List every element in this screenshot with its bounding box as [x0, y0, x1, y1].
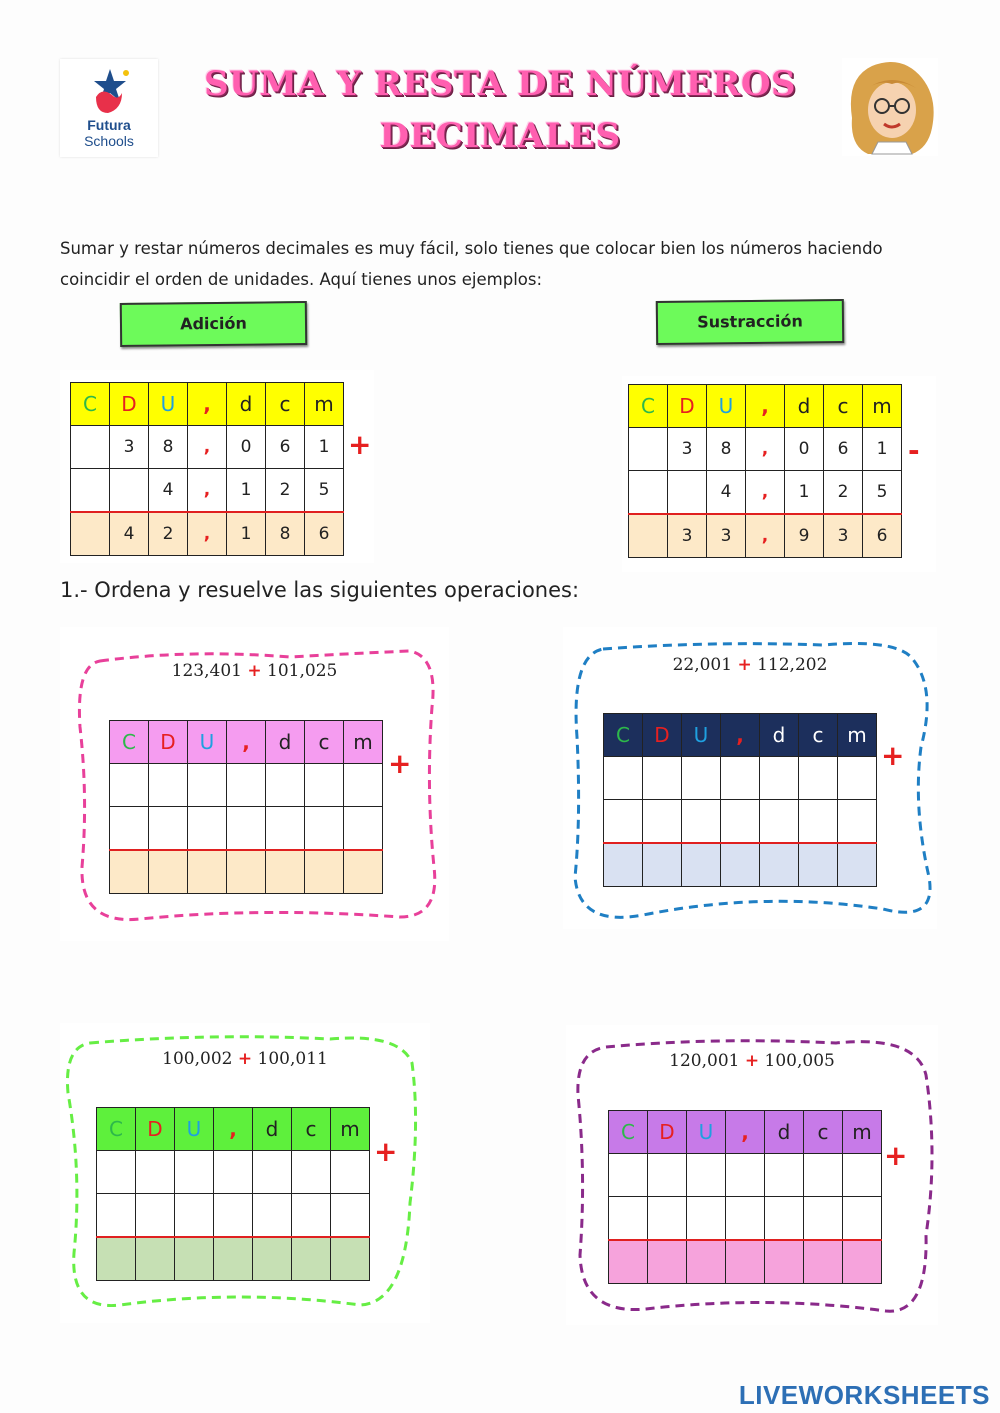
subtraction-label: Sustracción [656, 299, 844, 345]
exercise-1-cell[interactable] [344, 764, 383, 807]
exercise-3-cell[interactable] [97, 1194, 136, 1238]
exercise-2-result-cell[interactable] [838, 843, 877, 887]
example-add-result-cell: 2 [149, 512, 188, 556]
example-add-cell: 3 [110, 426, 149, 469]
exercise-4-operand-a: 120,001 [669, 1051, 740, 1071]
example-add-header-cell: C [71, 383, 110, 426]
exercise-3-header-cell: m [331, 1108, 370, 1151]
example-sub-result-cell: , [746, 514, 785, 558]
exercise-4-result-cell[interactable] [648, 1240, 687, 1284]
example-add-result-cell: 8 [266, 512, 305, 556]
example-sub-cell [629, 471, 668, 515]
exercise-1-cell[interactable] [227, 807, 266, 851]
exercise-3-cell[interactable] [292, 1194, 331, 1238]
exercise-4-cell[interactable] [726, 1154, 765, 1197]
example-sub-result-cell: 6 [863, 514, 902, 558]
exercise-title: 1.- Ordena y resuelve las siguientes operaciones: [60, 578, 580, 602]
exercise-2-header-cell: d [760, 714, 799, 757]
exercise-2-cell[interactable] [643, 800, 682, 844]
exercise-1-operand-a: 123,401 [171, 661, 242, 681]
exercise-3-result-cell[interactable] [214, 1237, 253, 1281]
exercise-4-result-cell[interactable] [765, 1240, 804, 1284]
exercise-2-header-cell: U [682, 714, 721, 757]
exercise-2-problem [563, 655, 937, 675]
exercise-3-cell[interactable] [175, 1151, 214, 1194]
example-sub-cell: 0 [785, 428, 824, 471]
example-add-header-cell: D [110, 383, 149, 426]
exercise-3-cell[interactable] [331, 1194, 370, 1238]
exercise-1-cell[interactable] [305, 764, 344, 807]
exercise-2-header-cell: , [721, 714, 760, 757]
logo-line1: Futura [87, 117, 131, 133]
exercise-2-result-cell[interactable] [682, 843, 721, 887]
example-sub-cell [668, 471, 707, 515]
example-add-header-cell: m [305, 383, 344, 426]
exercise-1-cell[interactable] [110, 807, 149, 851]
exercise-3-cell[interactable] [214, 1151, 253, 1194]
exercise-1-header-cell: m [344, 721, 383, 764]
exercise-3-cell[interactable] [331, 1151, 370, 1194]
exercise-2-header-cell: D [643, 714, 682, 757]
example-add-result-cell: 1 [227, 512, 266, 556]
exercise-1-problem [60, 661, 449, 681]
school-logo [60, 59, 158, 157]
exercise-2-cell[interactable] [760, 800, 799, 844]
example-sub-header-cell: U [707, 385, 746, 428]
example-add-cell: 6 [266, 426, 305, 469]
exercise-2-operand-b: 112,202 [757, 655, 828, 675]
exercise-4-header-cell: D [648, 1111, 687, 1154]
exercise-4-cell[interactable] [687, 1197, 726, 1241]
exercise-3-cell[interactable] [136, 1151, 175, 1194]
exercise-panel-4 [566, 1025, 938, 1325]
exercise-1-cell[interactable] [266, 764, 305, 807]
exercise-4-result-cell[interactable] [609, 1240, 648, 1284]
exercise-1-result-cell[interactable] [344, 850, 383, 894]
exercise-4-header-cell: m [843, 1111, 882, 1154]
exercise-4-table [608, 1110, 882, 1284]
exercise-3-cell[interactable] [97, 1151, 136, 1194]
example-sub-result-cell: 9 [785, 514, 824, 558]
exercise-2-cell[interactable] [799, 800, 838, 844]
example-sub-header-cell: m [863, 385, 902, 428]
exercise-3-result-cell[interactable] [175, 1237, 214, 1281]
example-sub-result-cell: 3 [668, 514, 707, 558]
exercise-4-cell[interactable] [687, 1154, 726, 1197]
exercise-1-header-cell: D [149, 721, 188, 764]
exercise-2-cell[interactable] [604, 800, 643, 844]
exercise-2-cell[interactable] [838, 800, 877, 844]
example-add-cell [110, 469, 149, 513]
exercise-1-result-cell[interactable] [227, 850, 266, 894]
exercise-3-header-cell: c [292, 1108, 331, 1151]
example-subtraction-panel [622, 376, 936, 572]
example-sub-cell: , [746, 428, 785, 471]
exercise-1-result-cell[interactable] [110, 850, 149, 894]
exercise-4-cell[interactable] [804, 1154, 843, 1197]
example-add-header-cell: d [227, 383, 266, 426]
exercise-1-operand-b: 101,025 [267, 661, 338, 681]
exercise-3-cell[interactable] [253, 1151, 292, 1194]
exercise-3-operator: + [374, 1135, 398, 1168]
exercise-2-cell[interactable] [721, 800, 760, 844]
example-add-cell [71, 426, 110, 469]
exercise-4-header-cell: C [609, 1111, 648, 1154]
exercise-4-result-cell[interactable] [687, 1240, 726, 1284]
exercise-4-result-cell[interactable] [726, 1240, 765, 1284]
example-add-cell: 0 [227, 426, 266, 469]
example-add-cell: 4 [149, 469, 188, 513]
exercise-1-header-cell: U [188, 721, 227, 764]
exercise-3-cell[interactable] [292, 1151, 331, 1194]
exercise-2-result-cell[interactable] [721, 843, 760, 887]
example-add-header-cell: U [149, 383, 188, 426]
example-add-cell: 2 [266, 469, 305, 513]
exercise-2-cell[interactable] [643, 757, 682, 800]
example-addition-operator: + [348, 428, 372, 461]
exercise-3-result-cell[interactable] [331, 1237, 370, 1281]
example-sub-cell [629, 428, 668, 471]
example-sub-cell: 2 [824, 471, 863, 515]
exercise-panel-1 [60, 627, 449, 941]
exercise-3-header-cell: , [214, 1108, 253, 1151]
exercise-1-plus: + [247, 661, 262, 681]
example-add-header-cell: , [188, 383, 227, 426]
exercise-4-header-cell: U [687, 1111, 726, 1154]
example-sub-cell: , [746, 471, 785, 515]
teacher-avatar-icon [842, 58, 938, 156]
exercise-4-cell[interactable] [843, 1154, 882, 1197]
exercise-4-cell[interactable] [726, 1197, 765, 1241]
example-sub-header-cell: D [668, 385, 707, 428]
exercise-panel-2 [563, 627, 937, 929]
exercise-2-header-cell: C [604, 714, 643, 757]
exercise-1-header-cell: d [266, 721, 305, 764]
exercise-4-header-cell: , [726, 1111, 765, 1154]
exercise-1-result-cell[interactable] [266, 850, 305, 894]
exercise-3-result-cell[interactable] [97, 1237, 136, 1281]
exercise-2-cell[interactable] [838, 757, 877, 800]
example-sub-cell: 4 [707, 471, 746, 515]
logo-line2: Schools [84, 133, 134, 149]
example-subtraction-table [628, 384, 902, 558]
exercise-2-cell[interactable] [682, 757, 721, 800]
exercise-1-cell[interactable] [227, 764, 266, 807]
exercise-3-header-cell: D [136, 1108, 175, 1151]
exercise-1-cell[interactable] [344, 807, 383, 851]
example-add-cell: , [188, 469, 227, 513]
exercise-4-result-cell[interactable] [843, 1240, 882, 1284]
exercise-3-header-cell: C [97, 1108, 136, 1151]
example-sub-cell: 1 [863, 428, 902, 471]
exercise-4-result-cell[interactable] [804, 1240, 843, 1284]
exercise-3-cell[interactable] [214, 1194, 253, 1238]
example-sub-result-cell [629, 514, 668, 558]
exercise-1-cell[interactable] [149, 764, 188, 807]
example-sub-result-cell: 3 [824, 514, 863, 558]
exercise-2-plus: + [737, 655, 752, 675]
exercise-3-table [96, 1107, 370, 1281]
exercise-1-cell[interactable] [266, 807, 305, 851]
example-add-cell: 8 [149, 426, 188, 469]
exercise-2-operand-a: 22,001 [672, 655, 733, 675]
exercise-3-cell[interactable] [175, 1194, 214, 1238]
exercise-4-operator: + [884, 1139, 908, 1172]
exercise-3-plus: + [237, 1049, 253, 1069]
exercise-1-result-cell[interactable] [149, 850, 188, 894]
exercise-1-table [109, 720, 383, 894]
exercise-4-cell[interactable] [648, 1197, 687, 1241]
exercise-3-cell[interactable] [253, 1194, 292, 1238]
exercise-1-cell[interactable] [305, 807, 344, 851]
exercise-3-operand-b: 100,011 [257, 1049, 328, 1069]
exercise-3-operand-a: 100,002 [162, 1049, 233, 1069]
exercise-2-cell[interactable] [604, 757, 643, 800]
example-addition-table [70, 382, 344, 556]
exercise-1-header-cell: c [305, 721, 344, 764]
exercise-4-cell[interactable] [765, 1154, 804, 1197]
exercise-2-header-cell: m [838, 714, 877, 757]
example-sub-header-cell: d [785, 385, 824, 428]
exercise-2-cell[interactable] [682, 800, 721, 844]
example-add-header-cell: c [266, 383, 305, 426]
exercise-3-problem [60, 1049, 430, 1069]
example-add-cell [71, 469, 110, 513]
exercise-3-header-cell: d [253, 1108, 292, 1151]
exercise-4-cell[interactable] [609, 1154, 648, 1197]
example-add-cell: , [188, 426, 227, 469]
example-add-result-cell: 4 [110, 512, 149, 556]
example-sub-cell: 3 [668, 428, 707, 471]
exercise-2-cell[interactable] [799, 757, 838, 800]
exercise-1-operator: + [388, 747, 412, 780]
example-add-cell: 5 [305, 469, 344, 513]
watermark: LIVEWORKSHEETS [738, 1380, 990, 1410]
example-sub-header-cell: c [824, 385, 863, 428]
exercise-1-cell[interactable] [110, 764, 149, 807]
example-sub-header-cell: , [746, 385, 785, 428]
example-subtraction-operator: - [908, 434, 920, 467]
example-addition-panel [60, 370, 374, 563]
exercise-3-result-cell[interactable] [292, 1237, 331, 1281]
exercise-4-problem [566, 1051, 938, 1071]
example-sub-cell: 8 [707, 428, 746, 471]
example-add-result-cell [71, 512, 110, 556]
exercise-4-plus: + [744, 1051, 760, 1071]
page-title-line2: DECIMALES [379, 116, 621, 156]
example-sub-result-cell: 3 [707, 514, 746, 558]
exercise-2-table [603, 713, 877, 887]
page-title-line1: SUMA Y RESTA DE NÚMEROS [204, 64, 796, 104]
logo-star-icon [88, 67, 132, 117]
example-sub-cell: 1 [785, 471, 824, 515]
exercise-1-result-cell[interactable] [305, 850, 344, 894]
exercise-4-header-cell: c [804, 1111, 843, 1154]
exercise-4-header-cell: d [765, 1111, 804, 1154]
exercise-1-cell[interactable] [188, 807, 227, 851]
exercise-panel-3 [60, 1023, 430, 1323]
exercise-1-result-cell[interactable] [188, 850, 227, 894]
exercise-3-cell[interactable] [136, 1194, 175, 1238]
intro-text: Sumar y restar números decimales es muy fácil, solo tienes que colocar bien los números haciendo coincidir el orden de unidades. Aquí tienes unos ejemplos: [60, 239, 883, 289]
exercise-1-header-cell: C [110, 721, 149, 764]
example-add-result-cell: , [188, 512, 227, 556]
example-sub-header-cell: C [629, 385, 668, 428]
addition-label: Adición [120, 301, 307, 347]
exercise-3-result-cell[interactable] [136, 1237, 175, 1281]
exercise-4-cell[interactable] [609, 1197, 648, 1241]
exercise-4-operand-b: 100,005 [764, 1051, 835, 1071]
exercise-1-cell[interactable] [149, 807, 188, 851]
exercise-2-operator: + [881, 739, 905, 772]
exercise-2-cell[interactable] [721, 757, 760, 800]
exercise-2-cell[interactable] [760, 757, 799, 800]
exercise-4-cell[interactable] [765, 1197, 804, 1241]
exercise-4-cell[interactable] [843, 1197, 882, 1241]
exercise-2-result-cell[interactable] [643, 843, 682, 887]
example-add-cell: 1 [305, 426, 344, 469]
exercise-4-cell[interactable] [804, 1197, 843, 1241]
exercise-1-cell[interactable] [188, 764, 227, 807]
exercise-2-result-cell[interactable] [760, 843, 799, 887]
exercise-4-cell[interactable] [648, 1154, 687, 1197]
exercise-3-header-cell: U [175, 1108, 214, 1151]
exercise-2-result-cell[interactable] [799, 843, 838, 887]
example-sub-cell: 5 [863, 471, 902, 515]
exercise-2-header-cell: c [799, 714, 838, 757]
example-sub-cell: 6 [824, 428, 863, 471]
exercise-2-result-cell[interactable] [604, 843, 643, 887]
example-add-result-cell: 6 [305, 512, 344, 556]
exercise-1-header-cell: , [227, 721, 266, 764]
example-add-cell: 1 [227, 469, 266, 513]
exercise-3-result-cell[interactable] [253, 1237, 292, 1281]
